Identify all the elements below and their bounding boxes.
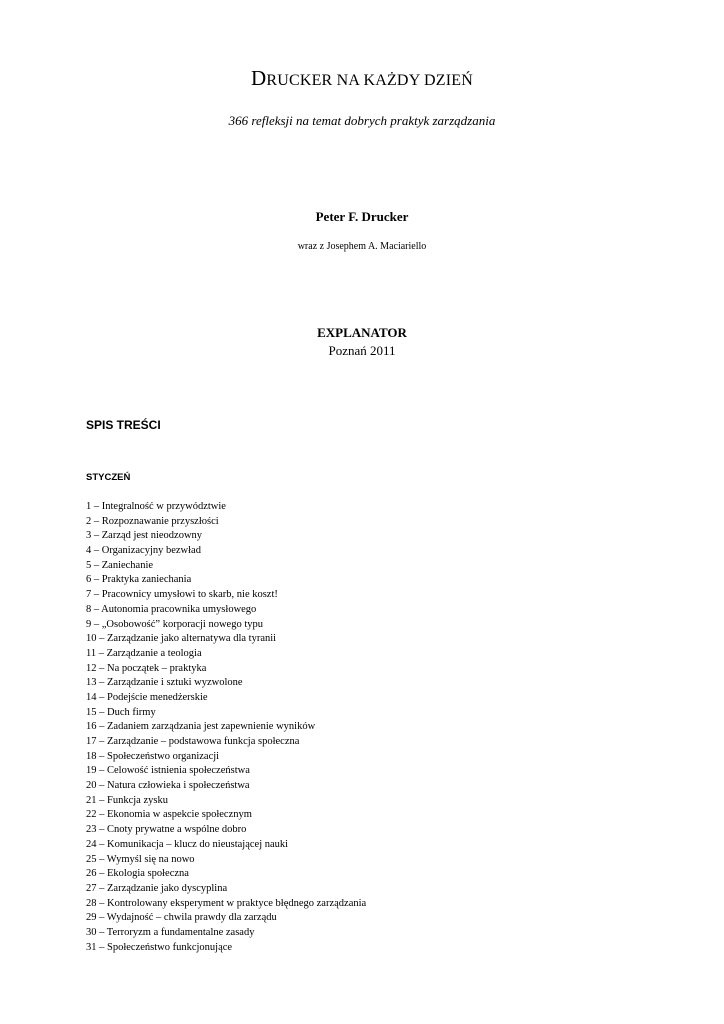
toc-entry: 30 – Terroryzm a fundamentalne zasady — [86, 926, 255, 938]
toc-entry: 29 – Wydajność – chwila prawdy dla zarządu — [86, 912, 277, 924]
book-title-rest: RUCKER NA KAŻDY DZIEŃ — [266, 72, 474, 89]
toc-list — [86, 500, 366, 955]
toc-entry: 18 – Społeczeństwo organizacji — [86, 750, 220, 762]
toc-entry: 17 – Zarządzanie – podstawowa funkcja społeczna — [86, 736, 300, 747]
toc-entry: 21 – Funkcja zysku — [86, 794, 168, 806]
publication-place-year: Poznań 2011 — [328, 343, 396, 358]
toc-entry: 24 – Komunikacja – klucz do nieustającej nauki — [86, 838, 289, 850]
author-name: Peter F. Drucker — [315, 209, 409, 224]
toc-entry: 14 – Podejście menedżerskie — [86, 691, 208, 703]
book-title — [0, 66, 724, 91]
toc-entry: 20 – Natura człowieka i społeczeństwa — [86, 780, 250, 792]
toc-entry: 23 – Cnoty prywatne a wspólne dobro — [86, 824, 247, 836]
toc-entry: 22 – Ekonomia w aspekcie społecznym — [86, 809, 252, 821]
toc-entry: 10 – Zarządzanie jako alternatywa dla tyranii — [86, 633, 277, 645]
toc-entry: 8 – Autonomia pracownika umysłowego — [86, 603, 257, 615]
toc-entry: 1 – Integralność w przywództwie — [86, 501, 226, 512]
toc-entry: 6 – Praktyka zaniechania — [86, 574, 192, 586]
toc-entry: 5 – Zaniechanie — [86, 559, 154, 571]
toc-entry: 16 – Zadaniem zarządzania jest zapewnienie wyników — [86, 721, 316, 733]
publisher-name: EXPLANATOR — [317, 325, 407, 340]
toc-entry: 19 – Celowość istnienia społeczeństwa — [86, 765, 250, 777]
toc-entry: 26 – Ekologia społeczna — [86, 868, 189, 880]
month-heading: STYCZEŃ — [86, 472, 131, 483]
coauthor-line: wraz z Josephem A. Maciariello — [297, 241, 427, 252]
toc-entry: 11 – Zarządzanie a teologia — [86, 647, 202, 659]
toc-entry: 9 – „Osobowość” korporacji nowego typu — [86, 618, 264, 630]
toc-entry: 31 – Społeczeństwo funkcjonujące — [86, 941, 233, 953]
toc-entry: 27 – Zarządzanie jako dyscyplina — [86, 882, 228, 894]
book-subtitle: 366 refleksji na temat dobrych praktyk zarządzania — [228, 113, 496, 128]
toc-entry: 3 – Zarząd jest nieodzowny — [86, 530, 203, 542]
toc-entry: 15 – Duch firmy — [86, 706, 156, 718]
toc-entry: 4 – Organizacyjny bezwład — [86, 545, 201, 557]
toc-entry: 13 – Zarządzanie i sztuki wyzwolone — [86, 677, 243, 689]
book-title-initial: D — [250, 66, 267, 90]
toc-entry: 7 – Pracownicy umysłowi to skarb, nie koszt! — [86, 589, 278, 601]
toc-entry: 25 – Wymyśl się na nowo — [86, 853, 195, 865]
toc-heading: SPIS TREŚCI — [86, 418, 161, 432]
toc-entry: 28 – Kontrolowany eksperyment w praktyce błędnego zarządzania — [86, 897, 367, 909]
toc-entry: 2 – Rozpoznawanie przyszłości — [86, 515, 219, 527]
toc-entry: 12 – Na początek – praktyka — [86, 662, 207, 674]
